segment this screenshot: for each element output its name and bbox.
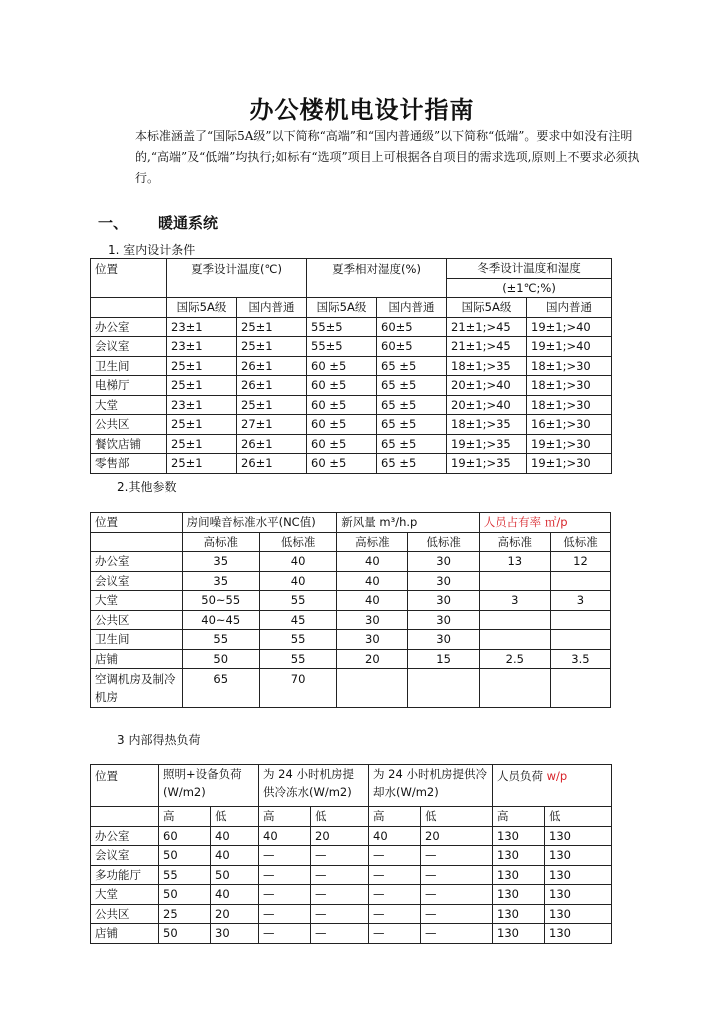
subheader-cell: 低标准 [259, 532, 336, 552]
row-value: 26±1 [237, 454, 307, 474]
table-row [91, 356, 612, 376]
row-value: 130 [545, 904, 612, 924]
row-value: 21±1;>45 [447, 317, 527, 337]
row-value: 50 [182, 649, 259, 669]
row-value: 40 [211, 846, 259, 866]
subheader-cell: 低标准 [550, 532, 610, 552]
table-row [91, 924, 612, 944]
row-value: 40 [337, 591, 408, 611]
row-label: 会议室 [91, 571, 183, 591]
row-value: 55 [182, 630, 259, 650]
row-label: 大堂 [91, 395, 167, 415]
subheader-row [91, 298, 612, 318]
row-value: 130 [493, 846, 545, 866]
row-value: 25±1 [167, 454, 237, 474]
row-value: 60 ±5 [307, 454, 377, 474]
row-label: 大堂 [91, 591, 183, 611]
row-value: 20 [421, 826, 493, 846]
row-label: 店铺 [91, 924, 159, 944]
row-value: 40 [259, 552, 336, 572]
row-value: — [369, 846, 421, 866]
row-label: 多功能厅 [91, 865, 159, 885]
row-label: 电梯厅 [91, 376, 167, 396]
row-value: 65 ±5 [377, 434, 447, 454]
row-value: 3 [479, 591, 550, 611]
row-value: 65 ±5 [377, 415, 447, 435]
row-label: 办公室 [91, 826, 159, 846]
row-value: 55±5 [307, 337, 377, 357]
row-value: — [259, 865, 311, 885]
row-value: 30 [408, 552, 479, 572]
section-number: 一、 [98, 214, 129, 232]
row-value: 65 ±5 [377, 376, 447, 396]
row-label: 大堂 [91, 885, 159, 905]
subheader-cell: 高 [493, 807, 545, 827]
row-label: 会议室 [91, 337, 167, 357]
row-value: 130 [545, 846, 612, 866]
table-row [91, 610, 611, 630]
row-value: 130 [493, 924, 545, 944]
row-value: 130 [545, 885, 612, 905]
row-value: 60 ±5 [307, 434, 377, 454]
section-heading [98, 212, 218, 233]
row-value: 60 ±5 [307, 415, 377, 435]
row-value: 55 [259, 649, 336, 669]
row-value: 18±1;>30 [527, 395, 612, 415]
row-value [479, 571, 550, 591]
intro-paragraph: 本标准涵盖了“国际5A级”以下简称“高端”和“国内普通级”以下简称“低端”。要求中如没有注明的,“高端”及“低端”均执行;如标有“选项”项目上可根据各自项目的需求选项,原则上不要求必须执行。 [135, 129, 640, 185]
subheader-cell: 低 [545, 807, 612, 827]
row-value: 20 [211, 904, 259, 924]
row-value: 50 [211, 865, 259, 885]
row-value: 50 [159, 846, 211, 866]
table-row [91, 904, 612, 924]
row-value: 130 [493, 826, 545, 846]
row-value: 40 [211, 885, 259, 905]
subheader-cell: 高 [159, 807, 211, 827]
row-value: 19±1;>30 [527, 454, 612, 474]
row-value: 23±1 [167, 395, 237, 415]
row-label: 店铺 [91, 649, 183, 669]
row-value: 55±5 [307, 317, 377, 337]
row-value: — [259, 904, 311, 924]
header-position: 位置 [91, 259, 167, 298]
table-row [91, 885, 612, 905]
row-value [550, 630, 610, 650]
row-value: 45 [259, 610, 336, 630]
row-value: 60±5 [377, 317, 447, 337]
subheader-cell: 高 [369, 807, 421, 827]
row-value: 27±1 [237, 415, 307, 435]
row-value: 23±1 [167, 317, 237, 337]
row-value: 19±1;>35 [447, 454, 527, 474]
row-value: — [259, 885, 311, 905]
header-occupancy: 人员占有率 ㎡/p [479, 513, 610, 533]
row-value: 60 ±5 [307, 376, 377, 396]
row-value: 25±1 [237, 395, 307, 415]
table3-body [91, 807, 612, 944]
row-value: 3.5 [550, 649, 610, 669]
row-value: 26±1 [237, 434, 307, 454]
row-value: 19±1;>30 [527, 434, 612, 454]
row-value [550, 669, 610, 708]
row-value: 130 [493, 904, 545, 924]
subheader-empty [91, 532, 183, 552]
header-noise: 房间噪音标准水平(NC值) [182, 513, 337, 533]
row-label: 公共区 [91, 610, 183, 630]
row-value: 65 ±5 [377, 395, 447, 415]
table-row [91, 434, 612, 454]
row-value: 18±1;>35 [447, 356, 527, 376]
row-value: 26±1 [237, 376, 307, 396]
row-value: 55 [259, 591, 336, 611]
table-row [91, 395, 612, 415]
table-row [91, 415, 612, 435]
row-value: — [421, 885, 493, 905]
table-row [91, 630, 611, 650]
row-value: 18±1;>35 [447, 415, 527, 435]
header-people-load [493, 765, 612, 807]
row-value: 30 [408, 610, 479, 630]
row-value: 26±1 [237, 356, 307, 376]
row-value: 35 [182, 571, 259, 591]
subheader-cell: 国内普通 [237, 298, 307, 318]
row-value: 25±1 [237, 317, 307, 337]
row-value: — [259, 924, 311, 944]
row-value: 21±1;>45 [447, 337, 527, 357]
row-value: 25±1 [167, 356, 237, 376]
row-value: — [311, 904, 369, 924]
row-label: 卫生间 [91, 630, 183, 650]
row-value [479, 630, 550, 650]
row-value: 25 [159, 904, 211, 924]
header-chilled-water: 为 24 小时机房提供冷冻水(W/m2) [259, 765, 369, 807]
row-value: 60 [159, 826, 211, 846]
row-value: 60±5 [377, 337, 447, 357]
row-value [337, 669, 408, 708]
row-label: 公共区 [91, 415, 167, 435]
row-value: 30 [408, 571, 479, 591]
row-label: 办公室 [91, 552, 183, 572]
table-row [91, 865, 612, 885]
row-value: 25±1 [167, 376, 237, 396]
row-value: 40 [337, 552, 408, 572]
row-value: 20±1;>40 [447, 395, 527, 415]
header-summer-temp: 夏季设计温度(℃) [167, 259, 307, 298]
row-value: 40 [259, 826, 311, 846]
table-row [91, 571, 611, 591]
row-value: 40 [259, 571, 336, 591]
row-value [479, 669, 550, 708]
row-value: 130 [545, 924, 612, 944]
row-value: — [421, 904, 493, 924]
row-value: 40~45 [182, 610, 259, 630]
subheader-row [91, 807, 612, 827]
row-value: 50~55 [182, 591, 259, 611]
subheader-cell: 高 [259, 807, 311, 827]
row-value: 19±1;>40 [527, 317, 612, 337]
row-value: 23±1 [167, 337, 237, 357]
row-value: 30 [337, 630, 408, 650]
row-value: 130 [545, 826, 612, 846]
row-value: 20 [337, 649, 408, 669]
subheader-cell: 低标准 [408, 532, 479, 552]
row-value: 70 [259, 669, 336, 708]
row-value: 20±1;>40 [447, 376, 527, 396]
header-cooling-water: 为 24 小时机房提供冷却水(W/m2) [369, 765, 493, 807]
row-value: 25±1 [237, 337, 307, 357]
row-value: 50 [159, 924, 211, 944]
row-label: 卫生间 [91, 356, 167, 376]
row-value [550, 610, 610, 630]
table-row [91, 552, 611, 572]
subheader-cell: 高标准 [479, 532, 550, 552]
table-row [91, 454, 612, 474]
table-row [91, 591, 611, 611]
row-value: — [311, 846, 369, 866]
document-title: 办公楼机电设计指南 [249, 96, 475, 124]
row-value: 130 [545, 865, 612, 885]
header-people-load-unit: w/p [546, 769, 568, 783]
subheader-cell: 国内普通 [527, 298, 612, 318]
row-value: — [311, 865, 369, 885]
subheader-cell: 低 [421, 807, 493, 827]
row-value: 19±1;>35 [447, 434, 527, 454]
row-value [550, 571, 610, 591]
header-summer-humidity: 夏季相对湿度(%) [307, 259, 447, 298]
subheader-cell: 低 [211, 807, 259, 827]
row-label: 公共区 [91, 904, 159, 924]
row-value: — [259, 846, 311, 866]
table1-caption: 1. 室内设计条件 [108, 243, 196, 257]
subheader-cell: 国际5A级 [167, 298, 237, 318]
row-value: 13 [479, 552, 550, 572]
row-value [408, 669, 479, 708]
row-value: 40 [211, 826, 259, 846]
row-value: — [369, 885, 421, 905]
row-value: 18±1;>30 [527, 376, 612, 396]
row-value: 40 [337, 571, 408, 591]
header-position: 位置 [91, 765, 159, 807]
row-value: 65 ±5 [377, 356, 447, 376]
row-value: 55 [159, 865, 211, 885]
row-value: — [421, 846, 493, 866]
row-value: — [369, 865, 421, 885]
internal-heat-load-table [90, 764, 612, 944]
row-value: 2.5 [479, 649, 550, 669]
row-value: 20 [311, 826, 369, 846]
row-value: 15 [408, 649, 479, 669]
header-position: 位置 [91, 513, 183, 533]
row-value: — [311, 885, 369, 905]
row-value: 65 [182, 669, 259, 708]
row-value: — [369, 924, 421, 944]
row-value: — [421, 924, 493, 944]
header-winter-unit: (±1℃;%) [447, 278, 612, 298]
row-label: 零售部 [91, 454, 167, 474]
row-value: 40 [369, 826, 421, 846]
row-value: 130 [493, 885, 545, 905]
table3-caption: 3 内部得热负荷 [117, 733, 201, 747]
row-value: 30 [211, 924, 259, 944]
row-value: 25±1 [167, 415, 237, 435]
subheader-cell: 高标准 [337, 532, 408, 552]
row-value: 19±1;>40 [527, 337, 612, 357]
header-winter: 冬季设计温度和湿度 [447, 259, 612, 279]
row-label: 餐饮店铺 [91, 434, 167, 454]
subheader-cell: 国内普通 [377, 298, 447, 318]
row-label: 会议室 [91, 846, 159, 866]
table-row [91, 317, 612, 337]
table-row [91, 337, 612, 357]
subheader-cell: 高标准 [182, 532, 259, 552]
row-value: 55 [259, 630, 336, 650]
row-label: 办公室 [91, 317, 167, 337]
table2-body [91, 532, 611, 708]
row-value: 18±1;>30 [527, 356, 612, 376]
table-row [91, 846, 612, 866]
subheader-cell: 国际5A级 [307, 298, 377, 318]
row-value: 35 [182, 552, 259, 572]
other-parameters-table [90, 512, 611, 708]
table-row [91, 649, 611, 669]
row-value: 130 [493, 865, 545, 885]
table-row [91, 826, 612, 846]
table-row [91, 669, 611, 708]
row-value: — [369, 904, 421, 924]
row-value: 30 [408, 630, 479, 650]
subheader-row [91, 532, 611, 552]
header-people-load-text: 人员负荷 [497, 769, 543, 783]
row-value: — [311, 924, 369, 944]
subheader-cell: 国际5A级 [447, 298, 527, 318]
row-value: 60 ±5 [307, 395, 377, 415]
row-value: 30 [408, 591, 479, 611]
section-title: 暖通系统 [158, 214, 219, 232]
row-value: 3 [550, 591, 610, 611]
row-value: 65 ±5 [377, 454, 447, 474]
row-label: 空调机房及制冷机房 [91, 669, 183, 708]
subheader-empty [91, 807, 159, 827]
row-value [479, 610, 550, 630]
row-value: 12 [550, 552, 610, 572]
indoor-design-table [90, 258, 612, 474]
row-value: 30 [337, 610, 408, 630]
header-lighting: 照明+设备负荷(W/m2) [159, 765, 259, 807]
row-value: — [421, 865, 493, 885]
header-fresh-air: 新风量 m³/h.p [337, 513, 479, 533]
row-value: 50 [159, 885, 211, 905]
table1-body [91, 298, 612, 474]
subheader-cell: 低 [311, 807, 369, 827]
row-value: 60 ±5 [307, 356, 377, 376]
table2-caption: 2.其他参数 [117, 480, 177, 494]
subheader-empty [91, 298, 167, 318]
table-row [91, 376, 612, 396]
row-value: 25±1 [167, 434, 237, 454]
row-value: 16±1;>30 [527, 415, 612, 435]
